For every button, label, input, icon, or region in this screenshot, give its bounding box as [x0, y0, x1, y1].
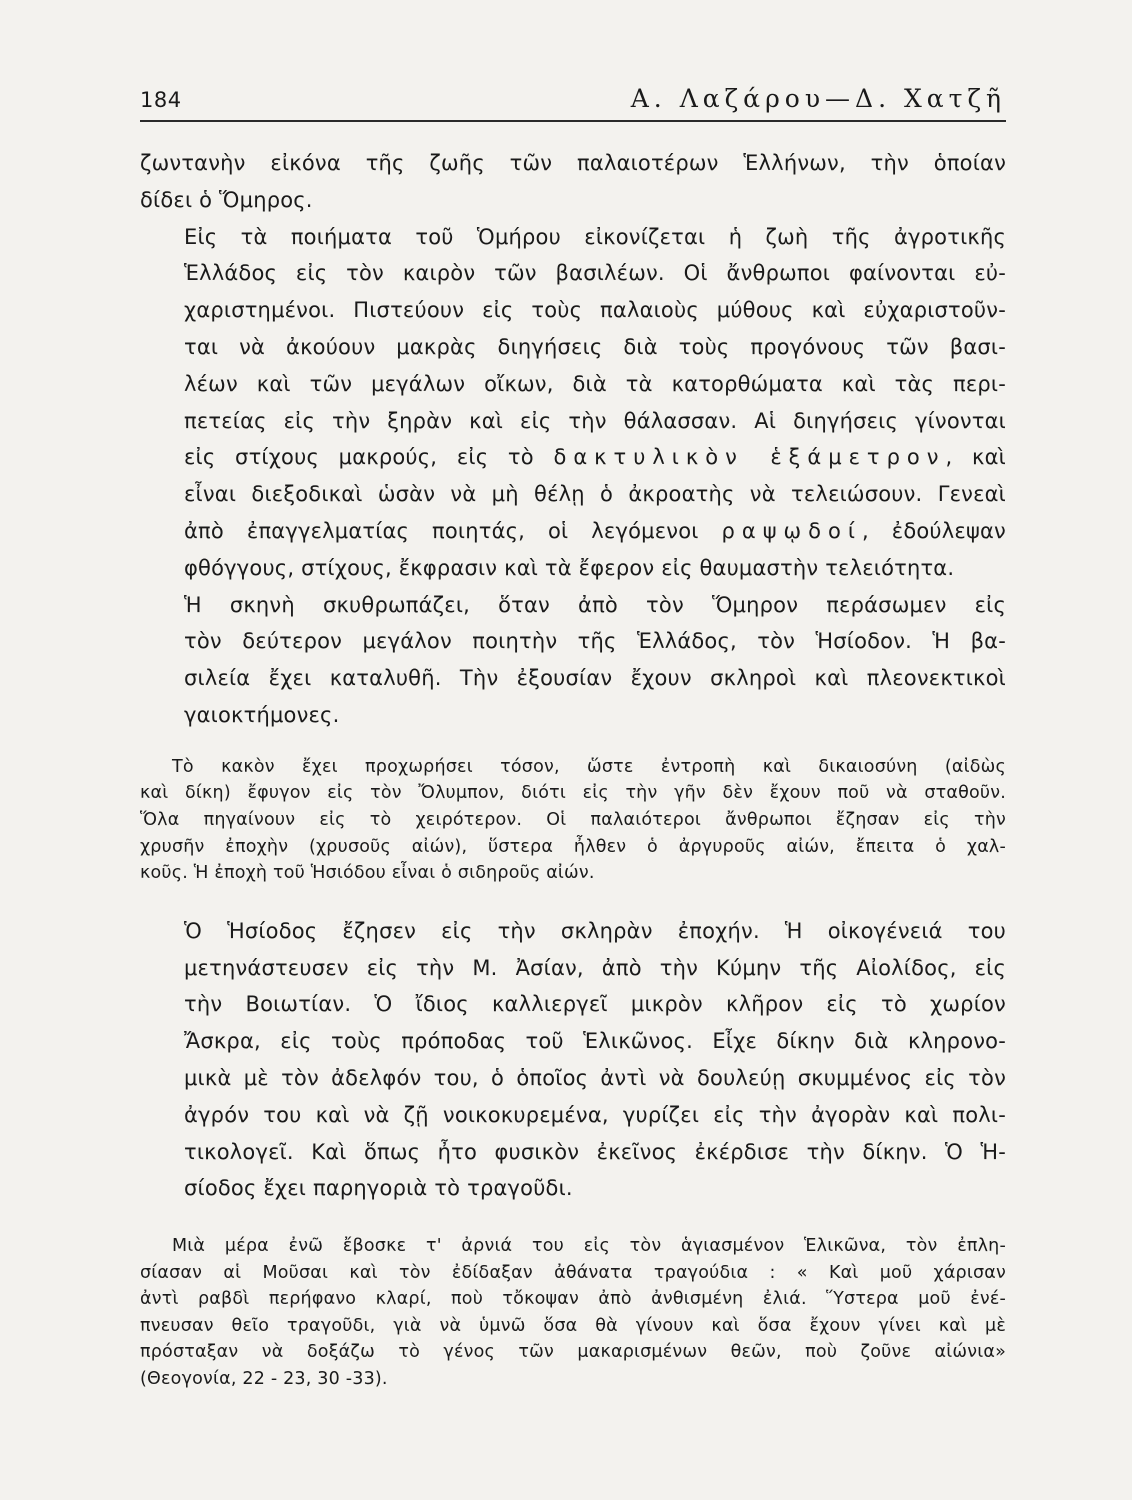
quote-line: κοῦς. Ἡ ἐποχὴ τοῦ Ἡσιόδου εἶναι ὁ σιδηροῦς αἰών. — [140, 863, 595, 884]
text-line: ζωντανὴν εἰκόνα τῆς ζωῆς τῶν παλαιοτέρων Ἑλλήνων, τὴν ὁποίαν — [140, 151, 1006, 175]
text-line: Ἄσκρα, εἰς τοὺς πρόποδας τοῦ Ἑλικῶνος. Εἶχε δίκην διὰ κληρονο- — [184, 1029, 1006, 1054]
text-line: Εἰς τὰ ποιήματα τοῦ Ὁμήρου εἰκονίζεται ἡ ζωὴ τῆς ἀγροτικῆς — [184, 224, 1006, 249]
text-line: φθόγγους, στίχους, ἔκφρασιν καὶ τὰ ἔφερον εἰς θαυμαστὴν τελειότητα. — [184, 555, 955, 580]
quote-line: (Θεογονία, 22 - 23, 30 -33). — [140, 1369, 388, 1390]
text-line: ται νὰ ἀκούουν μακρὰς διηγήσεις διὰ τοὺς προγόνους τῶν βασι- — [184, 334, 1006, 359]
text-line: Ἡ σκηνὴ σκυθρωπάζει, ὅταν ἀπὸ τὸν Ὅμηρον περάσωμεν εἰς — [184, 592, 1006, 617]
text-line — [140, 513, 1006, 550]
quote-line: πνευσαν θεῖο τραγοῦδι, γιὰ νὰ ὑμνῶ ὅσα θὰ γίνουν καὶ ὅσα ἔχουν γίνει καὶ μὲ — [140, 1315, 1006, 1336]
running-head: Α. Λαζάρου—Δ. Χατζῆ — [630, 84, 1006, 113]
page-number: 184 — [140, 88, 182, 112]
paragraph-2 — [140, 219, 1006, 587]
body-text — [140, 145, 1006, 1393]
text-line: εἶναι διεξοδικαὶ ὡσὰν νὰ μὴ θέλῃ ὁ ἀκροατὴς νὰ τελειώσουν. Γενεαὶ — [184, 482, 1006, 507]
quote-line: Μιὰ μέρα ἐνῶ ἔβοσκε τ' ἀρνιά του εἰς τὸν ἁγιασμένον Ἑλικῶνα, τὸν ἐπλη- — [172, 1236, 1006, 1257]
quote-block-2 — [140, 1233, 1006, 1393]
text-line: ἀγρόν του καὶ νὰ ζῇ νοικοκυρεμένα, γυρίζει εἰς τὴν ἀγορὰν καὶ πολι- — [184, 1102, 1006, 1127]
quote-line: χρυσῆν ἐποχὴν (χρυσοῦς αἰών), ὕστερα ἦλθεν ὁ ἀργυροῦς αἰών, ἔπειτα ὁ χαλ- — [140, 836, 1006, 857]
paragraph-1 — [140, 145, 1006, 219]
text-line: γαιοκτήμονες. — [184, 702, 340, 727]
text-line: Ἑλλάδος εἰς τὸν καιρὸν τῶν βασιλέων. Οἱ ἄνθρωποι φαίνονται εὐ- — [184, 261, 1006, 286]
quote-line: καὶ δίκη) ἔφυγον εἰς τὸν Ὄλυμπον, διότι εἰς τὴν γῆν δὲν ἔχουν ποῦ νὰ σταθοῦν. — [140, 783, 1006, 804]
spaced-term: δακτυλικὸν ἑξάμετρον — [553, 445, 946, 470]
text-fragment: , ἐδούλεψαν — [861, 518, 1006, 543]
text-line: λέων καὶ τῶν μεγάλων οἴκων, διὰ τὰ κατορθώματα καὶ τὰς περι- — [184, 371, 1006, 396]
text-line: πετείας εἰς τὴν ξηρὰν καὶ εἰς τὴν θάλασσαν. Αἱ διηγήσεις γίνονται — [184, 408, 1006, 433]
text-line — [140, 439, 1006, 476]
text-line: χαριστημένοι. Πιστεύουν εἰς τοὺς παλαιοὺς μύθους καὶ εὐχαριστοῦν- — [184, 298, 1006, 323]
text-fragment: ἀπὸ ἐπαγγελματίας ποιητάς, οἱ λεγόμενοι — [184, 518, 699, 543]
text-line: δίδει ὁ Ὅμηρος. — [140, 187, 313, 212]
page-header — [140, 80, 1006, 122]
quote-line: σίασαν αἱ Μοῦσαι καὶ τὸν ἐδίδαξαν ἀθάνατα τραγούδια : « Καὶ μοῦ χάρισαν — [140, 1262, 1006, 1283]
text-line: Ὁ Ἡσίοδος ἔζησεν εἰς τὴν σκληρὰν ἐποχήν. Ἡ οἰκογένειά του — [184, 918, 1006, 943]
text-line: τὴν Βοιωτίαν. Ὁ ἴδιος καλλιεργεῖ μικρὸν κλῆρον εἰς τὸ χωρίον — [184, 992, 1006, 1017]
text-line: μικὰ μὲ τὸν ἀδελφόν του, ὁ ὁποῖος ἀντὶ νὰ δουλεύῃ σκυμμένος εἰς τὸν — [184, 1065, 1006, 1090]
quote-line: Τὸ κακὸν ἔχει προχωρήσει τόσον, ὥστε ἐντροπὴ καὶ δικαιοσύνη (αἰδὼς — [172, 756, 1006, 777]
paragraph-3 — [140, 587, 1006, 734]
text-line: μετηνάστευσεν εἰς τὴν Μ. Ἀσίαν, ἀπὸ τὴν Κύμην τῆς Αἰολίδος, εἰς — [184, 955, 1006, 980]
text-fragment: , καὶ — [945, 445, 1006, 470]
spaced-term: ραψῳδοί — [721, 518, 862, 543]
text-line: τικολογεῖ. Καὶ ὅπως ἦτο φυσικὸν ἐκεῖνος ἐκέρδισε τὴν δίκην. Ὁ Ἡ- — [184, 1139, 1006, 1164]
text-line: σιλεία ἔχει καταλυθῆ. Τὴν ἐξουσίαν ἔχουν σκληροὶ καὶ πλεονεκτικοὶ — [184, 666, 1006, 691]
text-fragment: εἰς στίχους μακρούς, εἰς τὸ — [184, 445, 534, 470]
quote-line: ἀντὶ ραβδὶ περήφανο κλαρί, ποὺ τὄκοψαν ἀπὸ ἀνθισμένη ἐλιά. Ὕστερα μοῦ ἐνέ- — [140, 1289, 1006, 1310]
text-line: σίοδος ἔχει παρηγοριὰ τὸ τραγοῦδι. — [184, 1176, 573, 1201]
quote-line: πρόσταξαν νὰ δοξάζω τὸ γένος τῶν μακαρισμένων θεῶν, ποὺ ζοῦνε αἰώνια» — [140, 1342, 1006, 1363]
paragraph-4 — [140, 913, 1006, 1207]
text-line: τὸν δεύτερον μεγάλον ποιητὴν τῆς Ἑλλάδος, τὸν Ἡσίοδον. Ἡ βα- — [184, 629, 1006, 654]
quote-block-1 — [140, 754, 1006, 887]
quote-line: Ὅλα πηγαίνουν εἰς τὸ χειρότερον. Οἱ παλαιότεροι ἄνθρωποι ἔζησαν εἰς τὴν — [140, 809, 1006, 830]
